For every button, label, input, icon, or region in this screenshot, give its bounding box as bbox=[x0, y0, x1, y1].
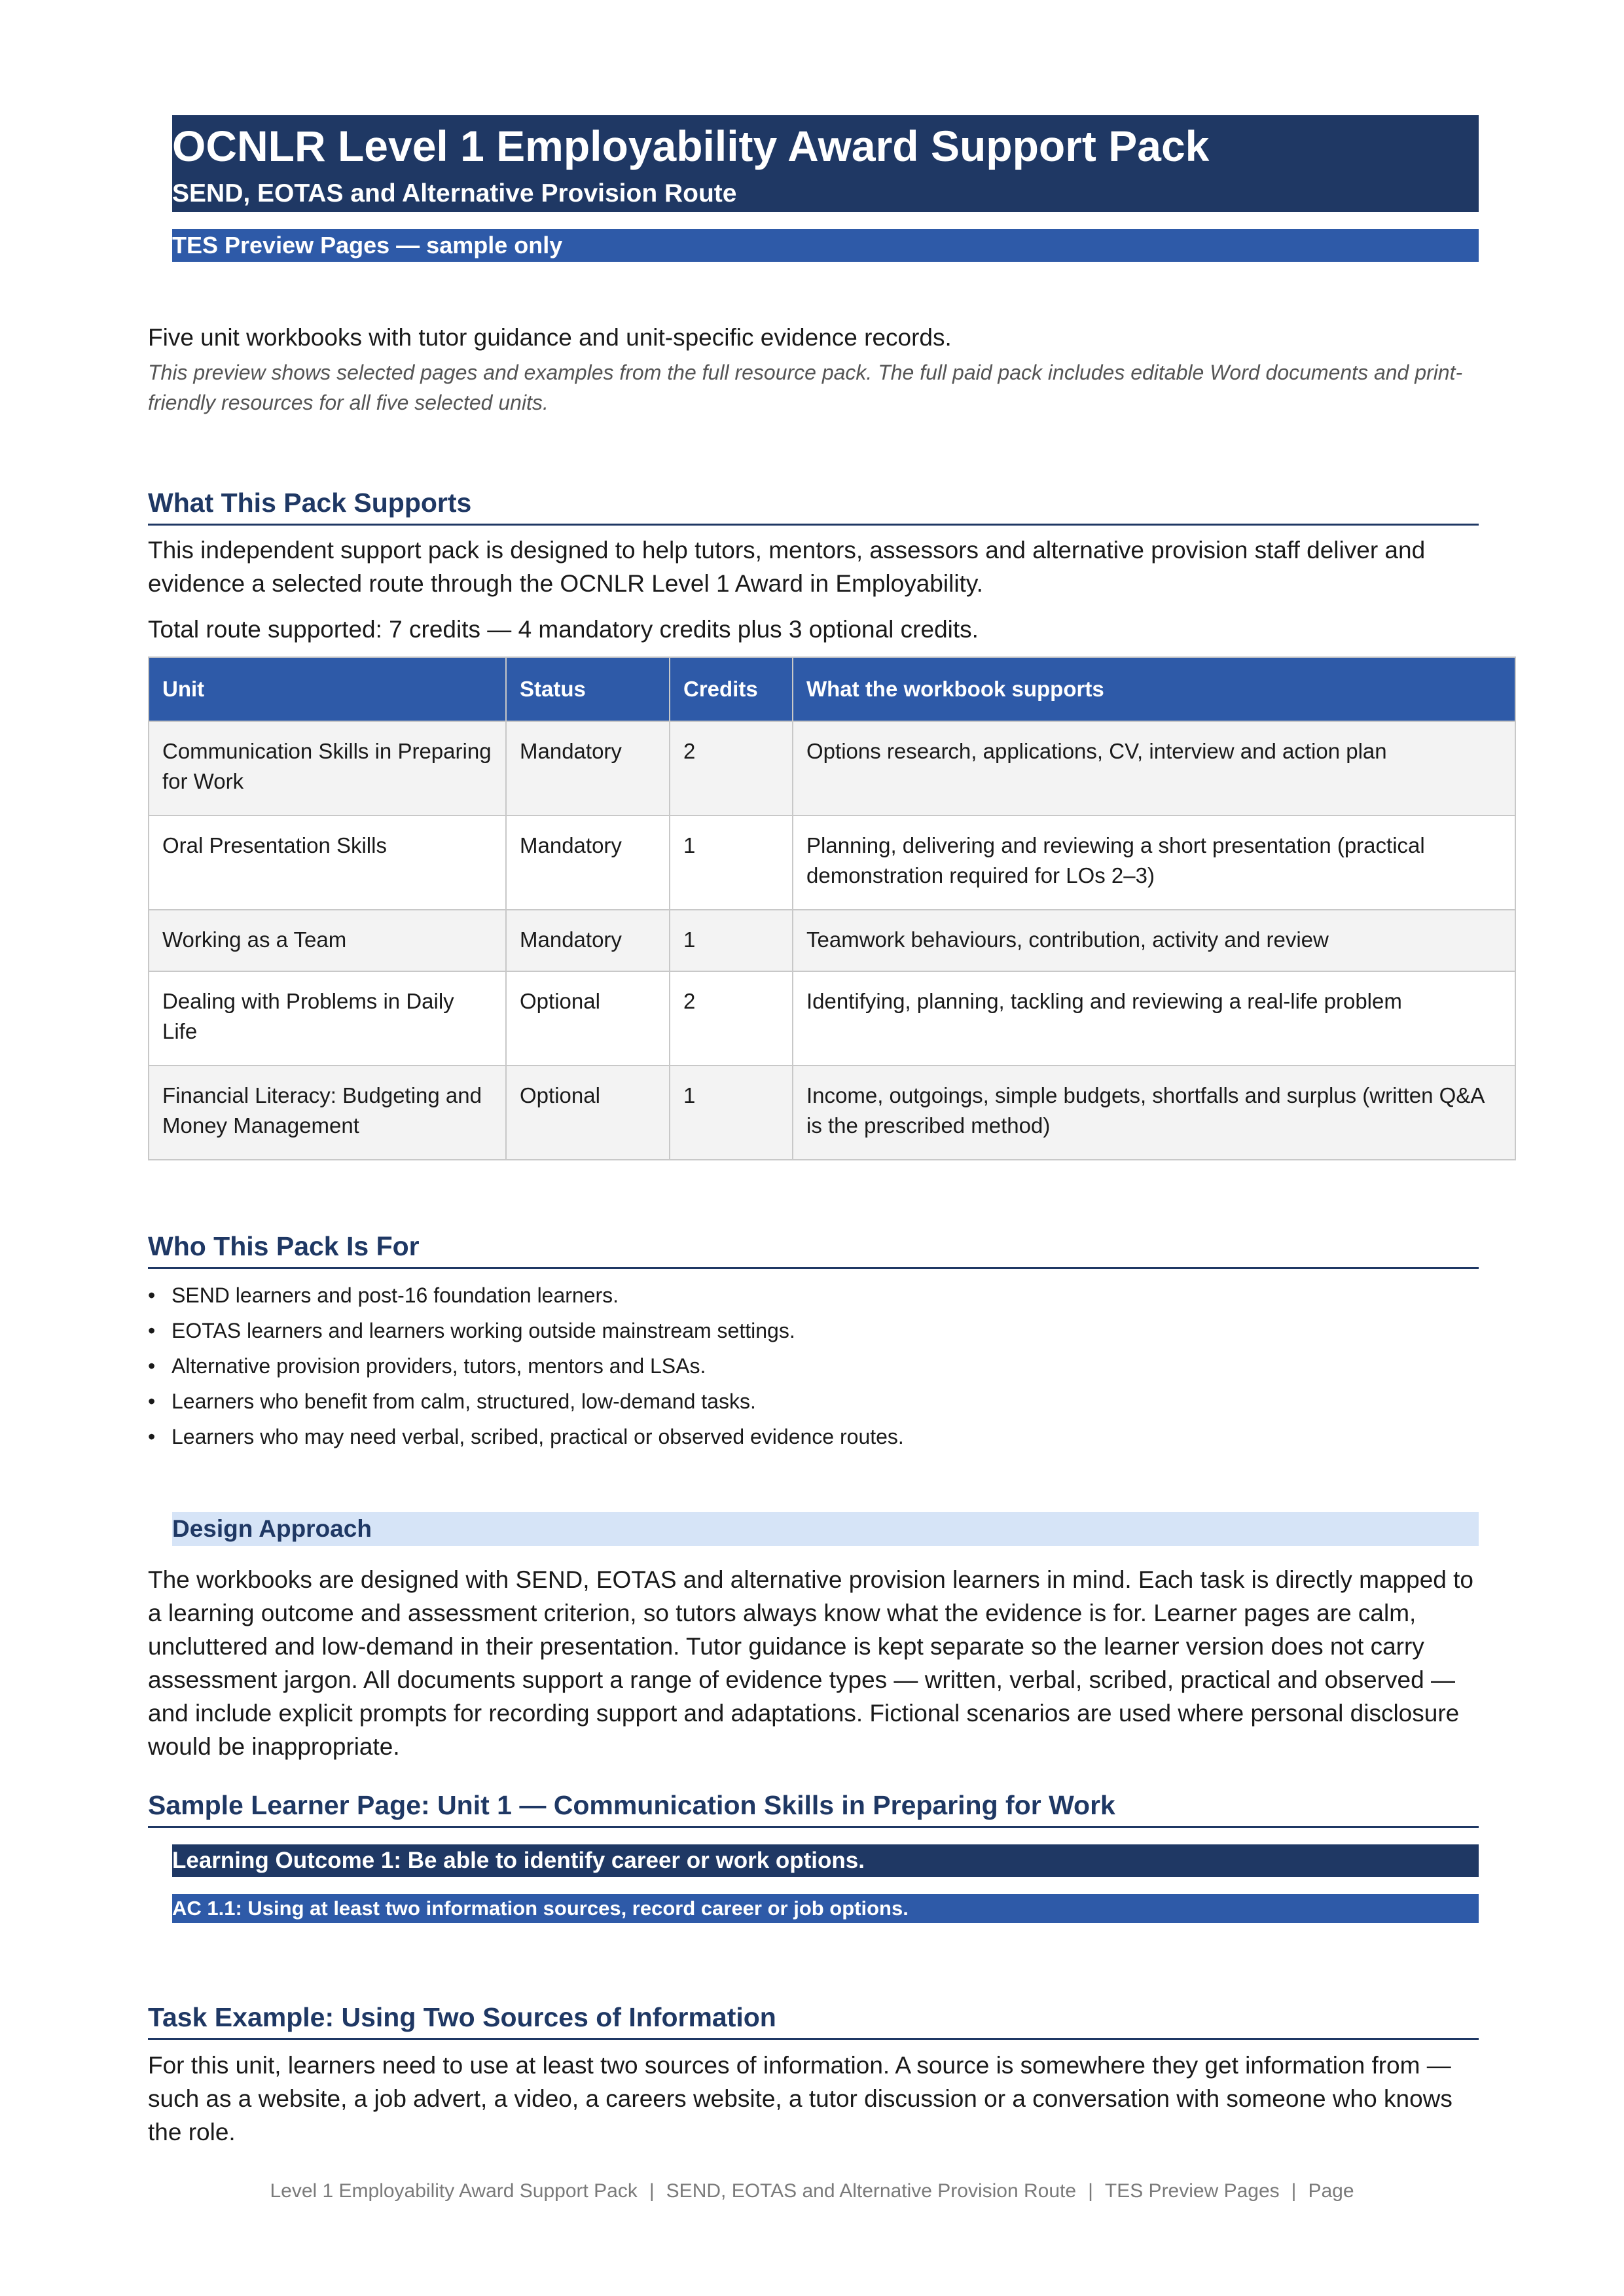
assessment-criterion: AC 1.1: Using at least two information sources, record career or job options. bbox=[172, 1897, 909, 1920]
task-body: For this unit, learners need to use at least two sources of information. A source is somewhere they get information from — such as a website, a job advert, a video, a careers website, a tutor discussion or a conversation with someone who knows the role. bbox=[148, 2052, 1453, 2145]
bullet-icon: • bbox=[148, 1354, 156, 1378]
cell-status: Optional bbox=[506, 971, 670, 1066]
units-table bbox=[148, 656, 1516, 1160]
design-body: The workbooks are designed with SEND, EOTAS and alternative provision learners in mind. Each task is directly mapped to a learning outcome and assessment criterion, so tutors always know what the evidence is for. Learner pages are calm, uncluttered and low-demand in their presentation. Tutor guidance is kept separate so the learner version does not carry assessment jargon. All documents support a range of evidence types — written, verbal, scribed, practical and observed — and include explicit prompts for recording support and adaptations. Fictional scenarios are used where personal disclosure would be inappropriate. bbox=[148, 1566, 1473, 1760]
footer-route: SEND, EOTAS and Alternative Provision Route bbox=[666, 2180, 1077, 2202]
column-header-status: Status bbox=[506, 657, 670, 721]
footer-pack-name: Level 1 Employability Award Support Pack bbox=[270, 2180, 638, 2202]
cell-credits: 1 bbox=[670, 816, 793, 910]
learning-outcome: Learning Outcome 1: Be able to identify career or work options. bbox=[172, 1848, 865, 1873]
list-item-text: SEND learners and post-16 foundation learners. bbox=[171, 1283, 619, 1307]
list-item-text: Learners who benefit from calm, structured, low-demand tasks. bbox=[171, 1390, 756, 1413]
cell-unit: Communication Skills in Preparing for Work bbox=[149, 721, 506, 816]
cell-status: Mandatory bbox=[506, 721, 670, 816]
document-title: OCNLR Level 1 Employability Award Support Pack bbox=[172, 122, 1210, 170]
preview-label: TES Preview Pages — sample only bbox=[172, 232, 563, 259]
bullet-icon: • bbox=[148, 1390, 156, 1413]
table-row bbox=[149, 910, 1515, 971]
cell-unit: Dealing with Problems in Daily Life bbox=[149, 971, 506, 1066]
cell-credits: 1 bbox=[670, 1066, 793, 1160]
cell-credits: 2 bbox=[670, 971, 793, 1066]
list-item bbox=[148, 1384, 904, 1419]
table-row bbox=[149, 816, 1515, 910]
list-item-text: Alternative provision providers, tutors, mentors and LSAs. bbox=[171, 1354, 706, 1378]
section-heading-supports: What This Pack Supports bbox=[148, 484, 1479, 526]
cell-unit: Oral Presentation Skills bbox=[149, 816, 506, 910]
column-header-supports: What the workbook supports bbox=[793, 657, 1515, 721]
table-row bbox=[149, 721, 1515, 816]
list-item bbox=[148, 1278, 904, 1313]
table-row bbox=[149, 971, 1515, 1066]
section-heading-audience: Who This Pack Is For bbox=[148, 1228, 1479, 1269]
list-item-text: EOTAS learners and learners working outside mainstream settings. bbox=[171, 1319, 795, 1342]
cell-credits: 2 bbox=[670, 721, 793, 816]
bullet-icon: • bbox=[148, 1425, 156, 1448]
supports-total: Total route supported: 7 credits — 4 mandatory credits plus 3 optional credits. bbox=[148, 616, 979, 643]
cell-unit: Working as a Team bbox=[149, 910, 506, 971]
list-item-text: Learners who may need verbal, scribed, practical or observed evidence routes. bbox=[171, 1425, 904, 1448]
cell-status: Mandatory bbox=[506, 816, 670, 910]
bullet-icon: • bbox=[148, 1283, 156, 1307]
column-header-unit: Unit bbox=[149, 657, 506, 721]
list-item bbox=[148, 1348, 904, 1384]
section-heading-sample: Sample Learner Page: Unit 1 — Communication Skills in Preparing for Work bbox=[148, 1787, 1479, 1828]
footer-page-label: Page bbox=[1308, 2180, 1354, 2202]
list-item bbox=[148, 1419, 904, 1454]
intro-note: This preview shows selected pages and examples from the full resource pack. The full paid pack includes editable Word documents and print-friendly resources for all five selected units. bbox=[148, 361, 1463, 414]
cell-status: Optional bbox=[506, 1066, 670, 1160]
footer-preview: TES Preview Pages bbox=[1104, 2180, 1280, 2202]
table-header-row bbox=[149, 657, 1515, 721]
cell-supports: Teamwork behaviours, contribution, activity and review bbox=[793, 910, 1515, 971]
cell-supports: Income, outgoings, simple budgets, shortfalls and surplus (written Q&A is the prescribed method) bbox=[793, 1066, 1515, 1160]
table-row bbox=[149, 1066, 1515, 1160]
page-footer bbox=[0, 2177, 1624, 2206]
cell-credits: 1 bbox=[670, 910, 793, 971]
intro-lead: Five unit workbooks with tutor guidance and unit-specific evidence records. bbox=[148, 324, 952, 351]
design-heading: Design Approach bbox=[172, 1515, 372, 1542]
footer-separator: | bbox=[1088, 2180, 1093, 2202]
cell-status: Mandatory bbox=[506, 910, 670, 971]
column-header-credits: Credits bbox=[670, 657, 793, 721]
cell-supports: Identifying, planning, tackling and reviewing a real-life problem bbox=[793, 971, 1515, 1066]
cell-supports: Planning, delivering and reviewing a short presentation (practical demonstration required for LOs 2–3) bbox=[793, 816, 1515, 910]
document-subtitle: SEND, EOTAS and Alternative Provision Route bbox=[172, 179, 737, 207]
audience-list bbox=[148, 1278, 904, 1454]
cell-supports: Options research, applications, CV, interview and action plan bbox=[793, 721, 1515, 816]
supports-body: This independent support pack is designed to help tutors, mentors, assessors and alternative provision staff deliver and evidence a selected route through the OCNLR Level 1 Award in Employability. bbox=[148, 537, 1426, 597]
section-heading-task: Task Example: Using Two Sources of Information bbox=[148, 1999, 1479, 2040]
footer-separator: | bbox=[649, 2180, 655, 2202]
list-item bbox=[148, 1313, 904, 1348]
cell-unit: Financial Literacy: Budgeting and Money Management bbox=[149, 1066, 506, 1160]
footer-separator: | bbox=[1291, 2180, 1297, 2202]
bullet-icon: • bbox=[148, 1319, 156, 1342]
